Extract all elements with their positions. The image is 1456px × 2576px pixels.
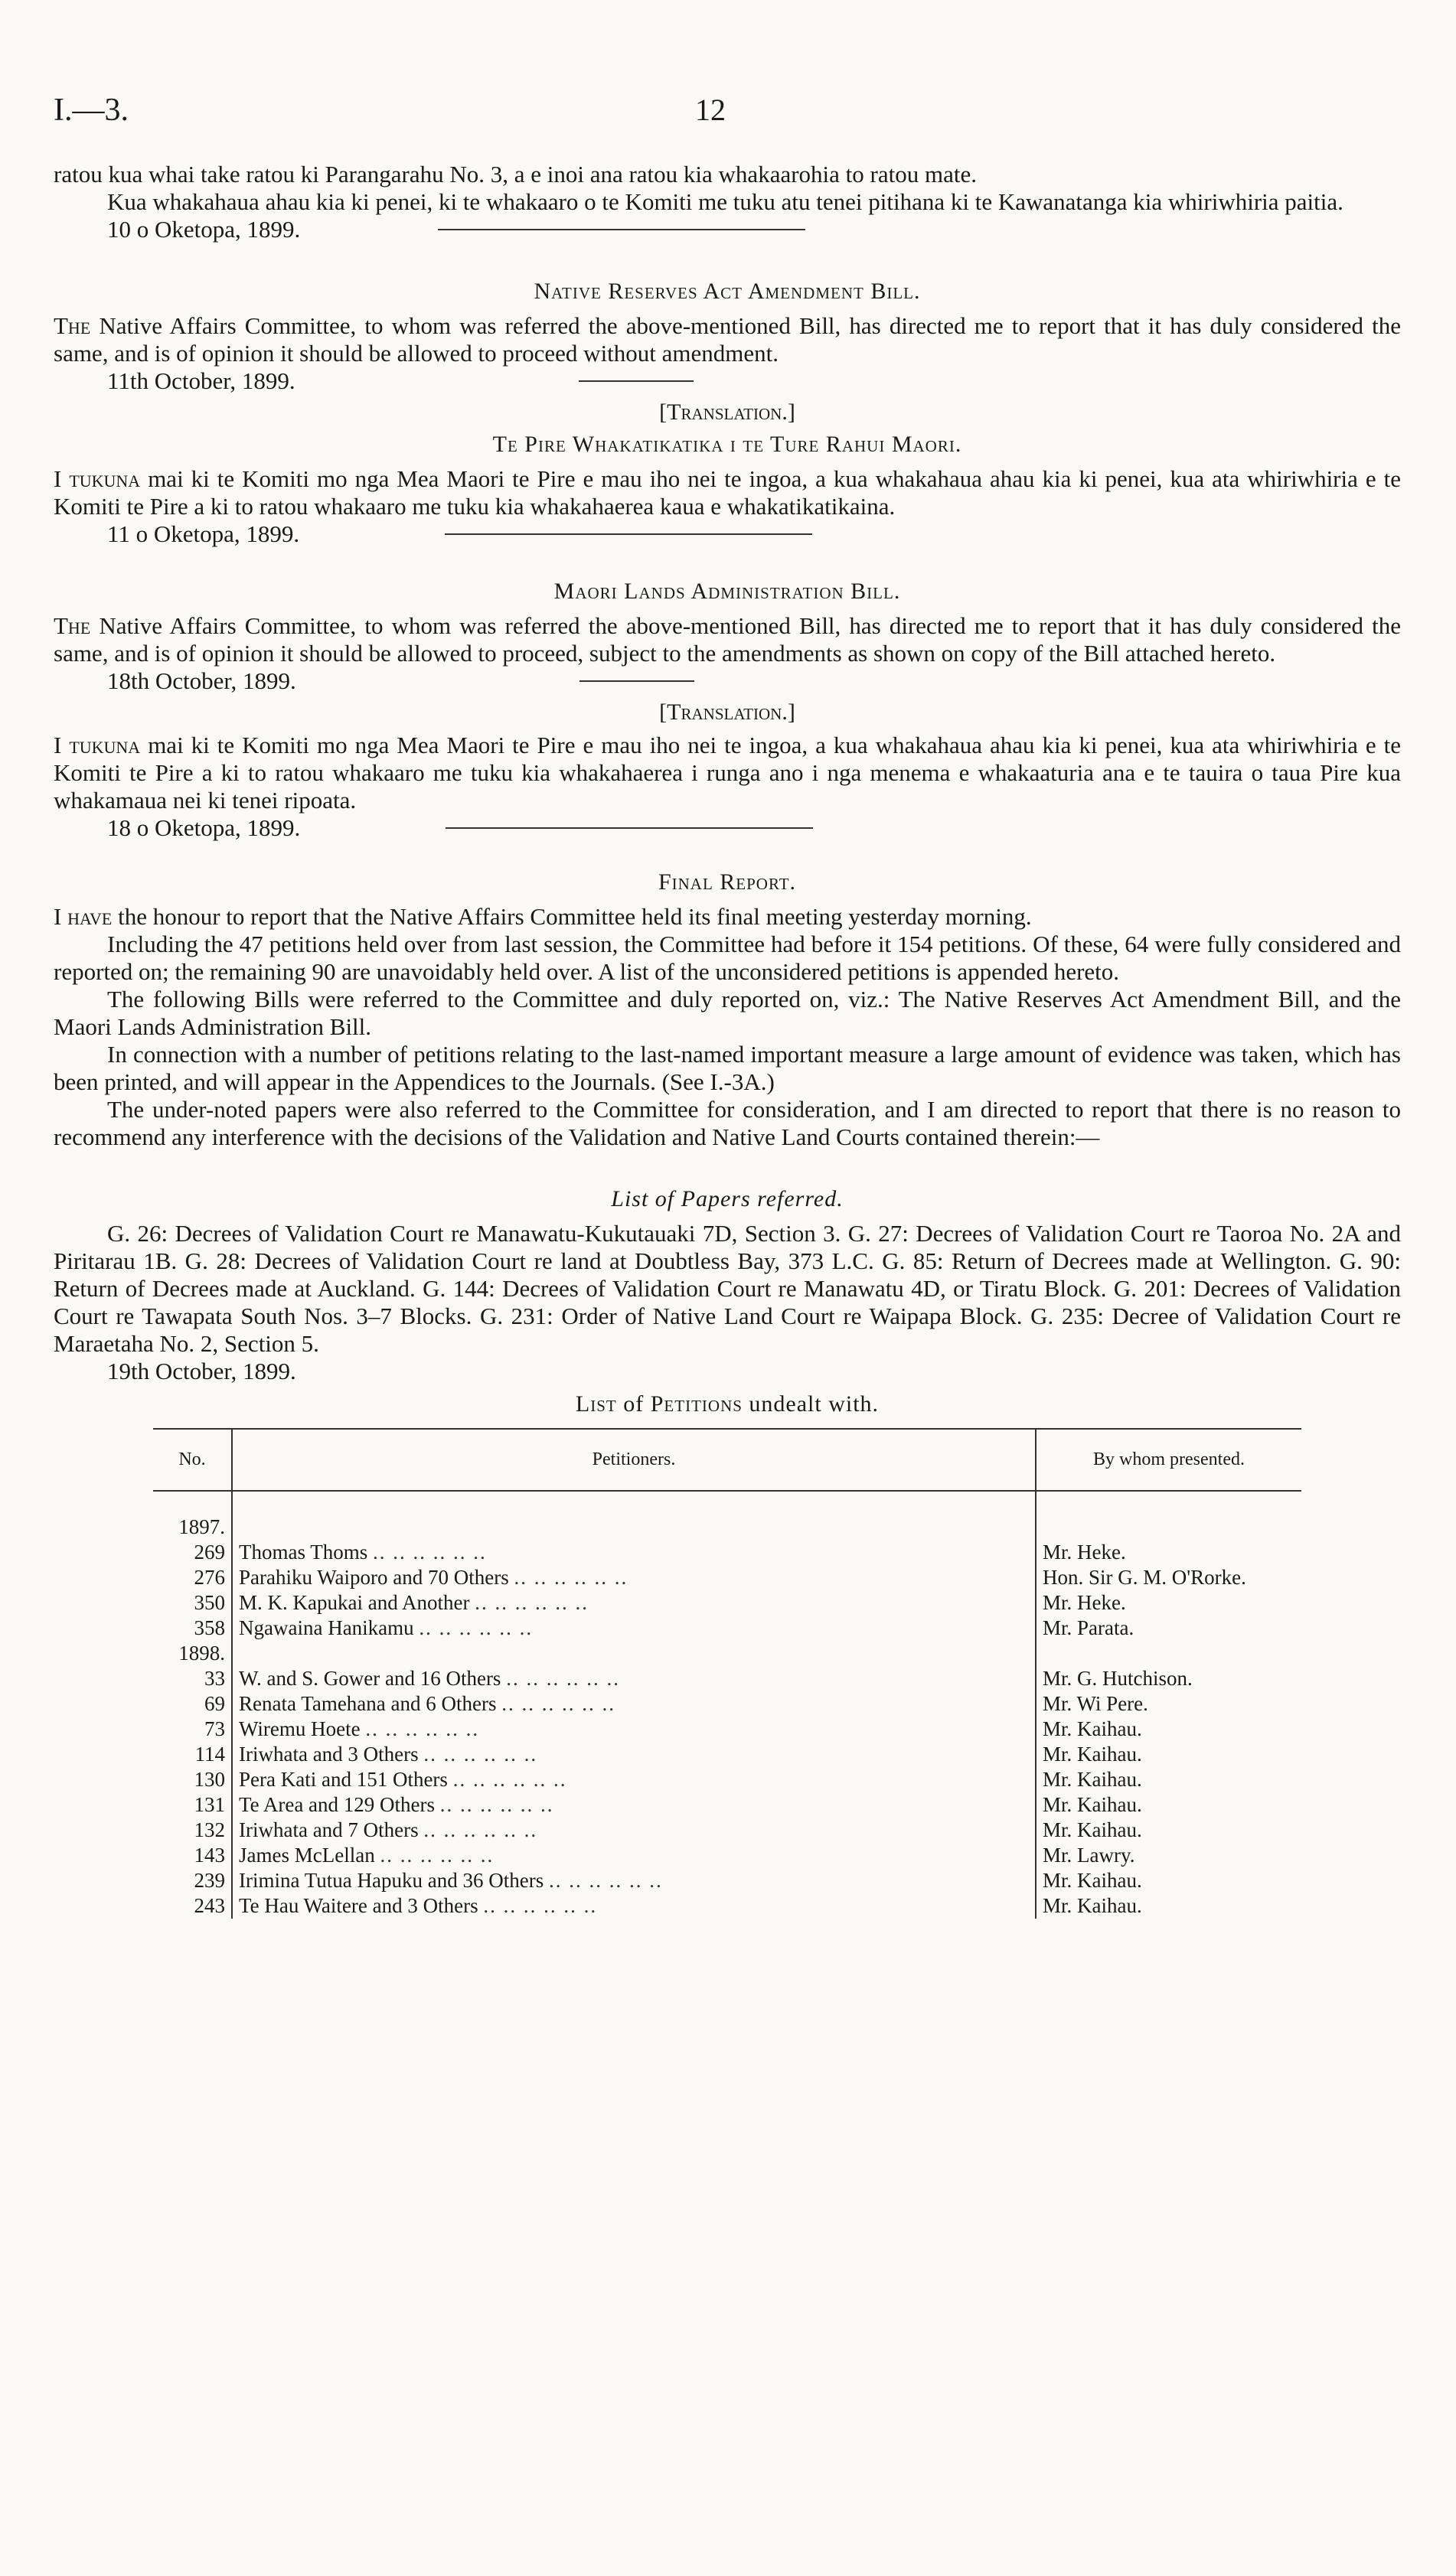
petition-number: 33 (153, 1666, 232, 1691)
petition-number: 239 (153, 1868, 232, 1893)
petition-number: 131 (153, 1792, 232, 1818)
presenter: Mr. Kaihau. (1043, 1818, 1142, 1841)
petitions-table (153, 1428, 1301, 1919)
table-spacer-row (153, 1491, 1301, 1515)
short-divider (579, 680, 694, 682)
petition-number: 143 (153, 1843, 232, 1868)
intro-date: 10 o Oketopa, 1899. (107, 216, 301, 243)
petitioner-name: Parahiku Waiporo and 70 Others .. .. .. .. .. .. (232, 1565, 1036, 1590)
table-row (153, 1818, 1301, 1843)
petition-number: 130 (153, 1767, 232, 1792)
petition-number: 114 (153, 1742, 232, 1767)
petitioner-name: Thomas Thoms .. .. .. .. .. .. (232, 1540, 1036, 1565)
table-row (153, 1717, 1301, 1742)
table-row (153, 1616, 1301, 1641)
petitioner-name: M. K. Kapukai and Another .. .. .. .. .. .. (232, 1590, 1036, 1616)
document-reference: I.—3. (54, 93, 129, 128)
petitioner-name: Ngawaina Hanikamu .. .. .. .. .. .. (232, 1616, 1036, 1641)
final-report-lead: I have (54, 903, 113, 930)
section-divider (445, 533, 812, 535)
petitioner-name: Te Area and 129 Others .. .. .. .. .. .. (232, 1792, 1036, 1818)
section2-report (54, 612, 1401, 667)
presenter: Mr. Heke. (1043, 1541, 1126, 1564)
short-divider (579, 380, 694, 382)
petitioner-name: Te Hau Waitere and 3 Others .. .. .. .. .. .. (232, 1893, 1036, 1919)
table-row (153, 1893, 1301, 1919)
section-divider (438, 229, 805, 230)
table-row (153, 1742, 1301, 1767)
section2-maori-report (54, 732, 1401, 814)
petitioner-name: James McLellan .. .. .. .. .. .. (232, 1843, 1036, 1868)
intro-paragraph-1: ratou kua whai take ratou ki Parangarahu No. 3, a e inoi ana ratou kia whakaarohia to ratou mate. (54, 161, 977, 187)
page-header (54, 92, 1401, 161)
section2-maori-body: mai ki te Komiti mo nga Mea Maori te Pire e mau iho nei te ingoa, a kua whakahaua ahau kia ki penei, kua ata whiriwhiria e te Komiti te Pire a ki to ratou whakaaro me tuku kia whakahaerea i runga ano i nga menema e whakaaturia ana e te tauira o taua Pire kua whakamaua nei ki tenei ripoata. (54, 732, 1402, 814)
section1-lead: The (54, 312, 91, 339)
petition-number: 73 (153, 1717, 232, 1742)
petition-number: 132 (153, 1818, 232, 1843)
year-label: 1897. (153, 1515, 232, 1540)
section1-title: Native Reserves Act Amendment Bill. (534, 279, 921, 304)
table-header-row (153, 1429, 1301, 1491)
petition-number: 350 (153, 1590, 232, 1616)
petition-number: 269 (153, 1540, 232, 1565)
table-row (153, 1843, 1301, 1868)
presenter: Hon. Sir G. M. O'Rorke. (1043, 1566, 1246, 1589)
petitioner-name: Iriwhata and 3 Others .. .. .. .. .. .. (232, 1742, 1036, 1767)
final-report-date: 19th October, 1899. (107, 1358, 296, 1384)
section2-title: Maori Lands Administration Bill. (553, 579, 901, 604)
presenter: Mr. Kaihau. (1043, 1894, 1142, 1917)
table-row (153, 1792, 1301, 1818)
year-label: 1898. (153, 1641, 232, 1666)
section2-lead: The (54, 612, 91, 639)
presenter: Mr. Kaihau. (1043, 1768, 1142, 1791)
papers-list-title: List of Papers referred. (611, 1186, 844, 1211)
document-page (54, 92, 1401, 1919)
final-report-paragraph-2: Including the 47 petitions held over from last session, the Committee had before it 154 petitions. Of these, 64 were fully considered and reported on; the remaining 90 are unavoidably held over. A list of the unconsidered petitions is appended hereto. (54, 931, 1401, 985)
petitioner-name: Wiremu Hoete .. .. .. .. .. .. (232, 1717, 1036, 1742)
final-report-p1-body: the honour to report that the Native Affairs Committee held its final meeting yesterday morning. (112, 903, 1032, 930)
presenter: Mr. Kaihau. (1043, 1869, 1142, 1892)
papers-list: G. 26: Decrees of Validation Court re Manawatu-Kukutauaki 7D, Section 3. G. 27: Decrees of Validation Court re Taoroa No. 2A and Piritarau 1B. G. 28: Decrees of Validation Court re land at Doubtless Bay, 373 L.C. G. 85: Return of Decrees made at Wellington. G. 90: Return of Decrees made at Auckland. G. 144: Decrees of Validation Court re Manawatu 4D, or Tiratu Block. G. 201: Decrees of Validation Court re Tawapata South Nos. 3–7 Blocks. G. 231: Order of Native Land Court re Waipapa Block. G. 235: Decree of Validation Court re Maraetaha No. 2, Section 5. (54, 1220, 1401, 1357)
table-row (153, 1691, 1301, 1717)
header-by-whom: By whom presented. (1036, 1429, 1301, 1491)
petitions-title-part-b: of (616, 1391, 651, 1417)
section1-maori-lead: I tukuna (54, 465, 141, 492)
table-row (153, 1590, 1301, 1616)
petition-number: 243 (153, 1893, 232, 1919)
year-row (153, 1515, 1301, 1540)
header-petitioners: Petitioners. (232, 1429, 1036, 1491)
section1-body: Native Affairs Committee, to whom was referred the above-mentioned Bill, has directed me to report that it has duly considered the same, and is of opinion it should be allowed to proceed without amendment. (54, 312, 1401, 367)
presenter: Mr. Wi Pere. (1043, 1692, 1148, 1715)
presenter: Mr. Kaihau. (1043, 1743, 1142, 1766)
petition-number: 358 (153, 1616, 232, 1641)
table-row (153, 1767, 1301, 1792)
section1-date: 11th October, 1899. (107, 367, 295, 394)
section2-body: Native Affairs Committee, to whom was referred the above-mentioned Bill, has directed me to report that it has duly considered the same, and is of opinion it should be allowed to proceed, subject to the amendments as shown on copy of the Bill attached hereto. (54, 612, 1401, 667)
page-number: 12 (695, 93, 726, 127)
petitions-title-part-c: Petitions (650, 1391, 743, 1417)
petitioner-name: Pera Kati and 151 Others .. .. .. .. .. .. (232, 1767, 1036, 1792)
final-report-title: Final Report. (658, 869, 797, 895)
header-no: No. (153, 1429, 232, 1491)
petitioner-name: Renata Tamehana and 6 Others .. .. .. .. .. .. (232, 1691, 1036, 1717)
section1-maori-date: 11 o Oketopa, 1899. (107, 520, 300, 547)
petitions-table-title (54, 1391, 1401, 1417)
final-report-paragraph-1 (54, 903, 1401, 931)
section2-translation-label: [Translation.] (659, 699, 795, 725)
intro-paragraph-2: Kua whakahaua ahau kia ki penei, ki te whakaaro o te Komiti me tuku atu tenei pitihana ki te Kawanatanga kia whiriwhiria paitia. (107, 188, 1343, 215)
section1-translation-label: [Translation.] (659, 399, 795, 425)
table-body (153, 1491, 1301, 1919)
section1-maori-title: Te Pire Whakatikatika i te Ture Rahui Maori. (492, 432, 962, 457)
section-divider (446, 827, 813, 829)
table-row (153, 1868, 1301, 1893)
petition-number: 276 (153, 1565, 232, 1590)
year-row (153, 1641, 1301, 1666)
petitioner-name: Iriwhata and 7 Others .. .. .. .. .. .. (232, 1818, 1036, 1843)
presenter: Mr. Parata. (1043, 1616, 1134, 1639)
section1-maori-body: mai ki te Komiti mo nga Mea Maori te Pire e mau iho nei te ingoa, a kua whakahaua ahau kia ki penei, kua ata whiriwhiria e te Komiti te Pire a ki to ratou whakaaro me tuku kia whakahaerea kaua e whakatikatikaina. (54, 465, 1402, 520)
section2-maori-date: 18 o Oketopa, 1899. (107, 814, 301, 841)
petition-number: 69 (153, 1691, 232, 1717)
table-row (153, 1565, 1301, 1590)
section1-maori-report (54, 465, 1401, 520)
table-row (153, 1540, 1301, 1565)
petitions-title-part-d: undealt with. (742, 1391, 880, 1417)
presenter: Mr. G. Hutchison. (1043, 1667, 1193, 1690)
presenter: Mr. Kaihau. (1043, 1793, 1142, 1816)
presenter: Mr. Kaihau. (1043, 1717, 1142, 1740)
section2-date: 18th October, 1899. (107, 667, 296, 694)
petitions-title-part-a: List (575, 1391, 617, 1417)
final-report-paragraph-4: In connection with a number of petitions relating to the last-named important measure a large amount of evidence was taken, which has been printed, and will appear in the Appendices to the Journals. (See I.-3A.) (54, 1041, 1401, 1095)
section1-report (54, 312, 1401, 367)
table-row (153, 1666, 1301, 1691)
final-report-paragraph-3: The following Bills were referred to the Committee and duly reported on, viz.: The Native Reserves Act Amendment Bill, and the Maori Lands Administration Bill. (54, 986, 1401, 1040)
section2-maori-lead: I tukuna (54, 732, 141, 758)
petitioner-name: W. and S. Gower and 16 Others .. .. .. .. .. .. (232, 1666, 1036, 1691)
final-report-paragraph-5: The under-noted papers were also referred to the Committee for consideration, and I am directed to report that there is no reason to recommend any interference with the decisions of the Validation and Native Land Courts contained therein:— (54, 1096, 1401, 1150)
presenter: Mr. Lawry. (1043, 1844, 1135, 1867)
presenter: Mr. Heke. (1043, 1591, 1126, 1614)
petitioner-name: Irimina Tutua Hapuku and 36 Others .. .. .. .. .. .. (232, 1868, 1036, 1893)
